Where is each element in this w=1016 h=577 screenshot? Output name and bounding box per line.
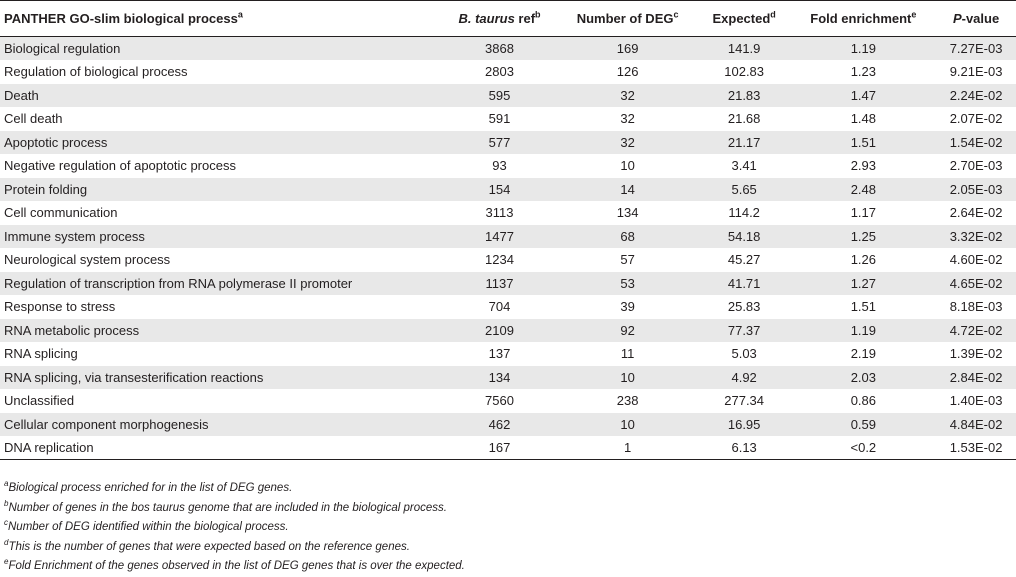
cell-fold: 2.19: [850, 346, 876, 362]
cell-process: Regulation of biological process: [4, 64, 188, 80]
cell-deg: 14: [620, 181, 635, 197]
cell-pvalue: 9.21E-03: [949, 64, 1003, 80]
cell-ref: 134: [488, 369, 511, 385]
cell-process: Neurological system process: [4, 252, 171, 268]
cell-expected: 6.13: [698, 436, 791, 460]
cell-pvalue: 1.39E-02: [949, 346, 1003, 362]
footnote: [4, 518, 465, 538]
cell-expected: 277.34: [724, 393, 765, 409]
cell-pvalue: 2.84E-02: [949, 369, 1003, 385]
footnote: [4, 538, 465, 558]
cell-expected: 141.9: [727, 41, 761, 56]
table-row: [0, 413, 1016, 437]
footnote: [4, 499, 465, 519]
cell-fold: 1.27: [850, 275, 876, 291]
cell-fold: 2.03: [850, 369, 876, 385]
cell-fold: 1.26: [850, 252, 876, 268]
cell-process: Response to stress: [4, 299, 116, 315]
cell-ref: 704: [488, 299, 511, 315]
cell-process: Cell communication: [4, 205, 118, 221]
footnote-text: Number of DEG identified within the biological process.: [8, 521, 289, 533]
cell-expected: 21.17: [727, 134, 761, 150]
cell-process: RNA splicing, via transesterification reactions: [4, 369, 264, 385]
cell-fold: 1.51: [850, 134, 876, 150]
header-process: PANTHER GO-slim biological process$^a$: [0, 1, 442, 37]
cell-deg: 39: [620, 299, 635, 315]
cell-process: RNA splicing: [4, 346, 78, 362]
cell-ref: 167: [442, 436, 558, 460]
table-row: [0, 60, 1016, 84]
table-row: [0, 436, 1016, 460]
cell-ref: 1234: [485, 252, 514, 268]
cell-fold: 1.17: [850, 205, 876, 221]
cell-ref: 577: [488, 134, 511, 150]
cell-ref: 2803: [485, 64, 514, 80]
table-row: [0, 366, 1016, 390]
cell-expected: 41.71: [727, 275, 761, 291]
cell-deg: 32: [620, 87, 635, 103]
table-body: [0, 37, 1016, 460]
cell-ref: 3113: [485, 205, 514, 221]
cell-deg: 126: [616, 64, 639, 80]
cell-ref: 93: [492, 158, 507, 174]
cell-ref: 595: [488, 87, 511, 103]
header-deg: Number of DEG$^c$: [557, 1, 697, 37]
cell-fold: 0.86: [850, 393, 876, 409]
cell-pvalue: 4.72E-02: [949, 322, 1003, 338]
cell-deg: 32: [620, 111, 635, 127]
cell-ref: 1477: [485, 228, 514, 244]
cell-expected: 102.83: [724, 64, 765, 80]
cell-ref: 7560: [485, 393, 514, 409]
header-pvalue: P-value: [936, 1, 1016, 37]
cell-deg: 238: [616, 393, 639, 409]
table-row: [0, 248, 1016, 272]
footnote-mark: b: [4, 498, 9, 508]
cell-expected: 114.2: [728, 205, 760, 221]
cell-expected: 4.92: [731, 369, 757, 385]
table-row: [0, 295, 1016, 319]
table-row: [0, 107, 1016, 131]
cell-deg: 11: [620, 346, 635, 362]
footnote-text: Biological process enriched for in the list of DEG genes.: [8, 482, 293, 494]
cell-fold: 2.48: [850, 181, 876, 197]
cell-fold: 1.25: [850, 228, 876, 244]
footnote-mark: c: [4, 518, 8, 528]
cell-deg: 134: [616, 205, 639, 221]
cell-process: DNA replication: [0, 436, 442, 460]
cell-deg: 32: [620, 134, 635, 150]
cell-pvalue: 7.27E-03: [949, 41, 1003, 56]
cell-fold: <0.2: [791, 436, 937, 460]
cell-pvalue: 2.05E-03: [949, 181, 1003, 197]
cell-pvalue: 4.84E-02: [949, 416, 1003, 432]
cell-process: Apoptotic process: [4, 134, 108, 150]
cell-fold: 1.47: [850, 87, 876, 103]
cell-process: RNA metabolic process: [4, 322, 140, 338]
cell-expected: 3.41: [731, 158, 757, 174]
header-expected: Expected$^d$: [698, 1, 791, 37]
cell-process: Immune system process: [4, 228, 145, 244]
cell-deg: 57: [620, 252, 635, 268]
cell-fold: 1.19: [850, 41, 876, 56]
header-row: [0, 1, 1016, 37]
cell-pvalue: 3.32E-02: [949, 228, 1003, 244]
cell-fold: 1.19: [850, 322, 876, 338]
cell-expected: 5.03: [731, 346, 757, 362]
cell-pvalue: 2.07E-02: [949, 111, 1003, 127]
footnote-mark: d: [4, 537, 9, 547]
cell-pvalue: 1.53E-02: [936, 436, 1016, 460]
cell-deg: 10: [620, 158, 635, 174]
table-row: [0, 37, 1016, 61]
cell-expected: 77.37: [727, 322, 761, 338]
cell-ref: 137: [488, 346, 511, 362]
table-row: [0, 272, 1016, 296]
cell-deg: 169: [616, 41, 639, 56]
cell-pvalue: 1.54E-02: [949, 134, 1003, 150]
table-row: [0, 225, 1016, 249]
footnote-text: Number of genes in the bos taurus genome that are included in the biological process.: [8, 501, 447, 514]
cell-expected: 25.83: [727, 299, 761, 315]
cell-pvalue: 4.60E-02: [949, 252, 1003, 268]
cell-expected: 54.18: [727, 228, 761, 244]
cell-ref: 1137: [485, 275, 514, 291]
header-ref: B. taurus ref$^b$: [442, 1, 558, 37]
header-fold: Fold enrichment$^e$: [791, 1, 937, 37]
cell-deg: 10: [620, 369, 635, 385]
cell-process: Death: [4, 87, 39, 103]
cell-process: Cellular component morphogenesis: [4, 416, 209, 432]
cell-pvalue: 2.70E-03: [949, 158, 1003, 174]
cell-deg: 1: [557, 436, 697, 460]
cell-fold: 2.93: [850, 158, 876, 174]
cell-process: Protein folding: [4, 181, 88, 197]
cell-ref: 3868: [485, 41, 514, 56]
footnotes: [4, 479, 465, 577]
cell-ref: 2109: [485, 322, 514, 338]
cell-ref: 154: [488, 181, 511, 197]
footnote-text: Fold Enrichment of the genes observed in the list of DEG genes that is over the expected.: [8, 560, 465, 572]
table-row: [0, 201, 1016, 225]
cell-process: Biological regulation: [4, 41, 121, 56]
table-row: [0, 131, 1016, 155]
cell-pvalue: 1.40E-03: [949, 393, 1003, 409]
table-row: [0, 389, 1016, 413]
cell-expected: 45.27: [727, 252, 761, 268]
cell-fold: 1.51: [850, 299, 876, 315]
cell-deg: 68: [620, 228, 635, 244]
cell-process: Cell death: [4, 111, 63, 127]
cell-expected: 5.65: [731, 181, 757, 197]
cell-deg: 53: [620, 275, 635, 291]
cell-ref: 462: [488, 416, 511, 432]
table-row: [0, 84, 1016, 108]
footnote: [4, 557, 465, 577]
footnote-mark: a: [4, 479, 9, 489]
cell-fold: 1.23: [850, 64, 876, 80]
table-row: [0, 178, 1016, 202]
cell-expected: 21.68: [727, 111, 761, 127]
cell-fold: 0.59: [850, 416, 876, 432]
footnote-text: This is the number of genes that were expected based on the reference genes.: [8, 540, 410, 553]
cell-pvalue: 2.64E-02: [949, 205, 1003, 221]
cell-pvalue: 4.65E-02: [949, 275, 1003, 291]
cell-process: Regulation of transcription from RNA polymerase II promoter: [4, 275, 353, 291]
footnote-mark: e: [4, 557, 9, 567]
table-row: [0, 319, 1016, 343]
cell-pvalue: 8.18E-03: [949, 299, 1003, 315]
cell-deg: 10: [620, 416, 635, 432]
cell-process: Unclassified: [4, 393, 75, 409]
table-row: [0, 154, 1016, 178]
cell-pvalue: 2.24E-02: [949, 87, 1003, 103]
cell-ref: 591: [488, 111, 511, 127]
cell-expected: 21.83: [727, 87, 761, 103]
cell-process: Negative regulation of apoptotic process: [4, 158, 236, 174]
table-row: [0, 342, 1016, 366]
cell-expected: 16.95: [727, 416, 761, 432]
cell-deg: 92: [620, 322, 635, 338]
cell-fold: 1.48: [850, 111, 876, 127]
footnote: [4, 479, 465, 499]
